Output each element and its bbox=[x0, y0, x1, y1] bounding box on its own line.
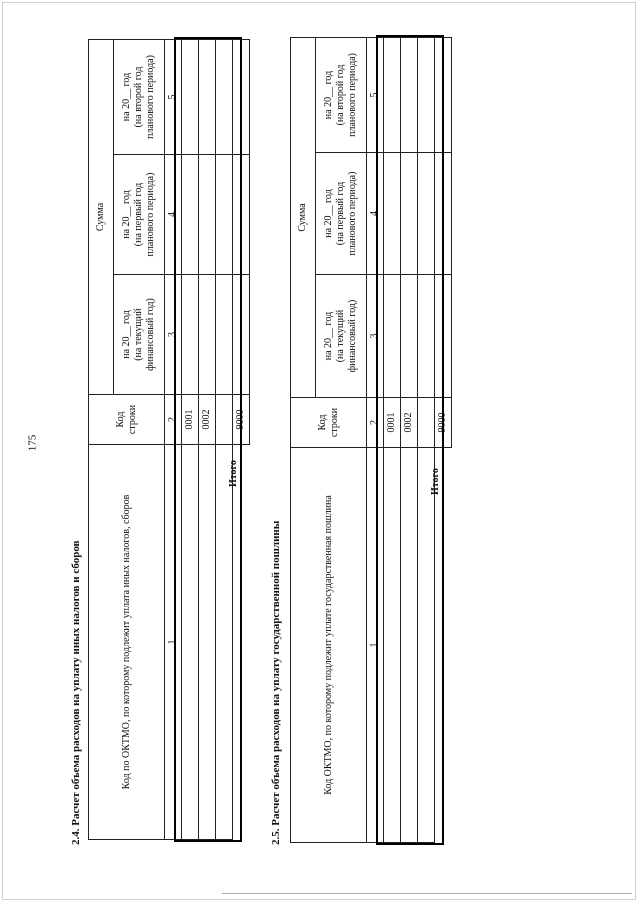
index-cell: 4 bbox=[367, 153, 384, 275]
oktmo-cell bbox=[384, 448, 401, 843]
table-row-blank bbox=[216, 39, 233, 839]
total-amount-cell bbox=[233, 155, 250, 275]
amount-cell bbox=[384, 275, 401, 398]
total-spacer bbox=[233, 445, 250, 840]
total-row bbox=[435, 37, 452, 842]
index-cell: 3 bbox=[367, 275, 384, 398]
amount-cell bbox=[418, 153, 435, 275]
index-cell: 5 bbox=[165, 39, 182, 154]
index-cell: 2 bbox=[165, 395, 182, 445]
total-amount-cell bbox=[435, 275, 452, 398]
header-year-current: на 20__ год (на текущий финансовый год) bbox=[316, 275, 367, 398]
table-header-row bbox=[291, 37, 316, 842]
line-code-cell: 0001 bbox=[384, 398, 401, 448]
index-cell: 2 bbox=[367, 398, 384, 448]
total-amount-cell bbox=[233, 39, 250, 154]
table-section-2-4 bbox=[88, 39, 250, 840]
page-number: 175 bbox=[26, 434, 39, 452]
amount-cell bbox=[216, 39, 233, 154]
total-spacer bbox=[435, 448, 452, 843]
oktmo-cell bbox=[418, 448, 435, 843]
amount-cell bbox=[182, 155, 199, 275]
index-cell: 3 bbox=[165, 275, 182, 395]
oktmo-cell bbox=[199, 445, 216, 840]
header-line-code: Код строки bbox=[291, 398, 367, 448]
amount-cell bbox=[182, 275, 199, 395]
oktmo-cell bbox=[401, 448, 418, 843]
index-cell: 4 bbox=[165, 155, 182, 275]
amount-cell bbox=[199, 155, 216, 275]
table-row bbox=[182, 39, 199, 839]
line-code-cell: 0002 bbox=[401, 398, 418, 448]
column-index-row bbox=[165, 39, 182, 839]
table-section-2-5 bbox=[290, 37, 452, 843]
section-title-2-5: 2.5. Расчет объема расходов на уплату государственной пошлины bbox=[270, 520, 282, 845]
total-code-cell: 9000 bbox=[233, 395, 250, 445]
line-code-cell: 0002 bbox=[199, 395, 216, 445]
table-row bbox=[384, 37, 401, 842]
amount-cell bbox=[384, 37, 401, 152]
header-oktmo-code: Код ОКТМО, по которому подлежит уплате государственная пошлина bbox=[291, 448, 367, 843]
amount-cell bbox=[199, 39, 216, 154]
total-row bbox=[233, 39, 250, 839]
line-code-cell bbox=[216, 395, 233, 445]
amount-cell bbox=[401, 37, 418, 152]
table-row-blank bbox=[418, 37, 435, 842]
table-row bbox=[401, 37, 418, 842]
header-sum: Сумма bbox=[89, 39, 114, 394]
header-year-second-plan: на 20__ год (на второй год планового периода) bbox=[316, 37, 367, 152]
total-label: Итого bbox=[228, 460, 239, 487]
total-amount-cell bbox=[435, 153, 452, 275]
index-cell: 1 bbox=[367, 448, 384, 843]
header-oktmo-code: Код по ОКТМО, по которому подлежит уплата иных налогов, сборов bbox=[89, 445, 165, 840]
header-line-code: Код строки bbox=[89, 395, 165, 445]
page-bottom-rule bbox=[222, 893, 632, 894]
header-year-current: на 20__ год (на текущий финансовый год) bbox=[114, 275, 165, 395]
index-cell: 5 bbox=[367, 37, 384, 152]
amount-cell bbox=[384, 153, 401, 275]
amount-cell bbox=[216, 155, 233, 275]
total-code-cell: 9000 bbox=[435, 398, 452, 448]
amount-cell bbox=[199, 275, 216, 395]
amount-cell bbox=[401, 153, 418, 275]
section-title-2-4: 2.4. Расчет объема расходов на уплату иных налогов и сборов bbox=[70, 540, 82, 845]
amount-cell bbox=[216, 275, 233, 395]
header-year-first-plan: на 20__ год (на первый год планового периода) bbox=[114, 155, 165, 275]
amount-cell bbox=[182, 39, 199, 154]
total-amount-cell bbox=[233, 275, 250, 395]
oktmo-cell bbox=[216, 445, 233, 840]
oktmo-cell bbox=[182, 445, 199, 840]
column-index-row bbox=[367, 37, 384, 842]
header-sum: Сумма bbox=[291, 37, 316, 397]
amount-cell bbox=[418, 37, 435, 152]
header-year-second-plan: на 20__ год (на второй год планового периода) bbox=[114, 39, 165, 154]
amount-cell bbox=[401, 275, 418, 398]
total-amount-cell bbox=[435, 37, 452, 152]
line-code-cell: 0001 bbox=[182, 395, 199, 445]
amount-cell bbox=[418, 275, 435, 398]
total-label: Итого bbox=[430, 468, 441, 495]
header-year-first-plan: на 20__ год (на первый год планового периода) bbox=[316, 153, 367, 275]
table-header-row bbox=[89, 39, 114, 839]
line-code-cell bbox=[418, 398, 435, 448]
table-row bbox=[199, 39, 216, 839]
index-cell: 1 bbox=[165, 445, 182, 840]
